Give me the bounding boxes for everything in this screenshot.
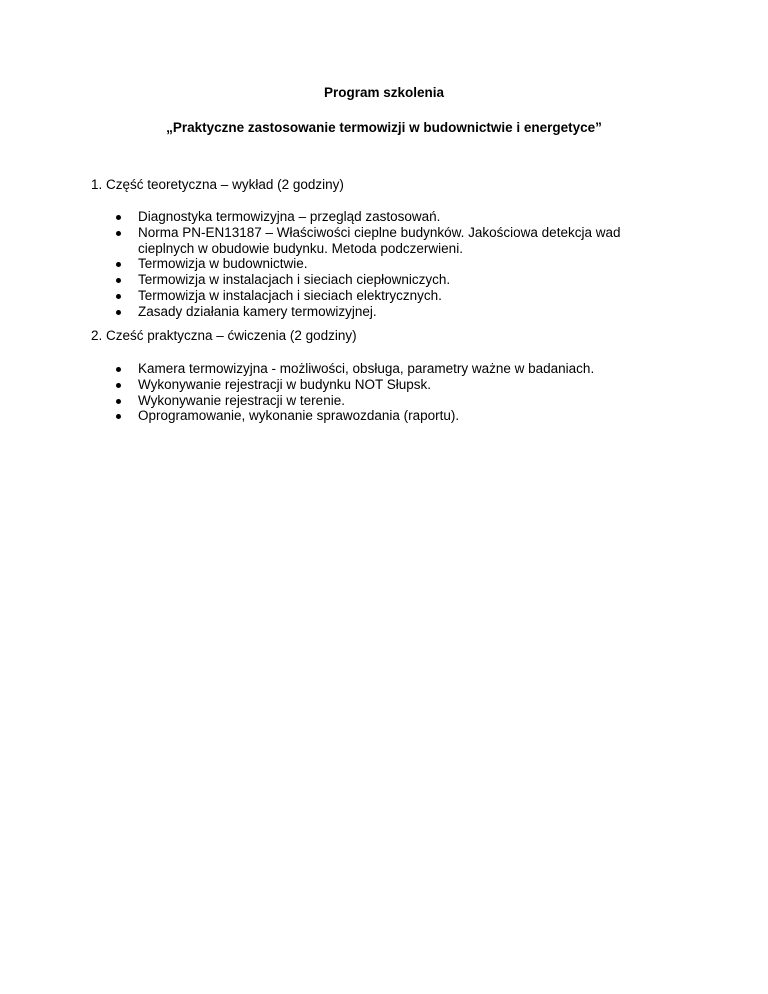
bullet-icon — [116, 310, 121, 315]
list-item — [138, 393, 678, 409]
list-item-text: Zasady działania kamery termowizyjnej. — [138, 303, 377, 319]
bullet-icon — [116, 399, 121, 404]
list-item-text: Wykonywanie rejestracji w terenie. — [138, 392, 345, 408]
list-item-text: Wykonywanie rejestracji w budynku NOT Słupsk. — [138, 376, 431, 392]
list-item — [138, 225, 678, 257]
list-item-text: Kamera termowizyjna - możliwości, obsługa, parametry ważne w badaniach. — [138, 361, 595, 376]
list-item — [138, 377, 678, 393]
bullet-icon — [116, 215, 121, 220]
bullet-icon — [116, 414, 121, 419]
section-heading-theory: 1. Część teoretyczna – wykład (2 godziny) — [91, 177, 344, 192]
list-item — [138, 361, 678, 377]
bullet-icon — [116, 294, 121, 299]
theory-topic-list — [138, 209, 678, 320]
practice-topic-list — [138, 361, 678, 424]
bullet-icon — [116, 262, 121, 267]
list-item-text: Termowizja w budownictwie. — [138, 256, 308, 272]
bullet-icon — [116, 383, 121, 388]
list-item — [138, 304, 678, 320]
bullet-icon — [116, 367, 121, 372]
list-item-text: Termowizja w instalacjach i sieciach ciepłowniczych. — [138, 272, 451, 288]
list-item-text: Oprogramowanie, wykonanie sprawozdania (raportu). — [138, 408, 460, 424]
list-item — [138, 288, 678, 304]
list-item — [138, 256, 678, 272]
bullet-icon — [116, 231, 121, 236]
section-heading-practice: 2. Cześć praktyczna – ćwiczenia (2 godziny) — [91, 328, 357, 343]
bullet-icon — [116, 278, 121, 283]
list-item-text: Termowizja w instalacjach i sieciach elektrycznych. — [138, 287, 442, 303]
document-title: Program szkolenia — [323, 85, 445, 100]
list-item — [138, 209, 678, 225]
list-item-text: Diagnostyka termowizyjna – przegląd zastosowań. — [138, 209, 441, 224]
list-item-text: Norma PN-EN13187 – Właściwości cieplne budynków. Jakościowa detekcja wad cieplnych w obudowie budynku. Metoda podczerwieni. — [138, 224, 621, 256]
document-subtitle: „Praktyczne zastosowanie termowizji w budownictwie i energetyce” — [166, 120, 602, 135]
list-item — [138, 272, 678, 288]
list-item — [138, 408, 678, 424]
